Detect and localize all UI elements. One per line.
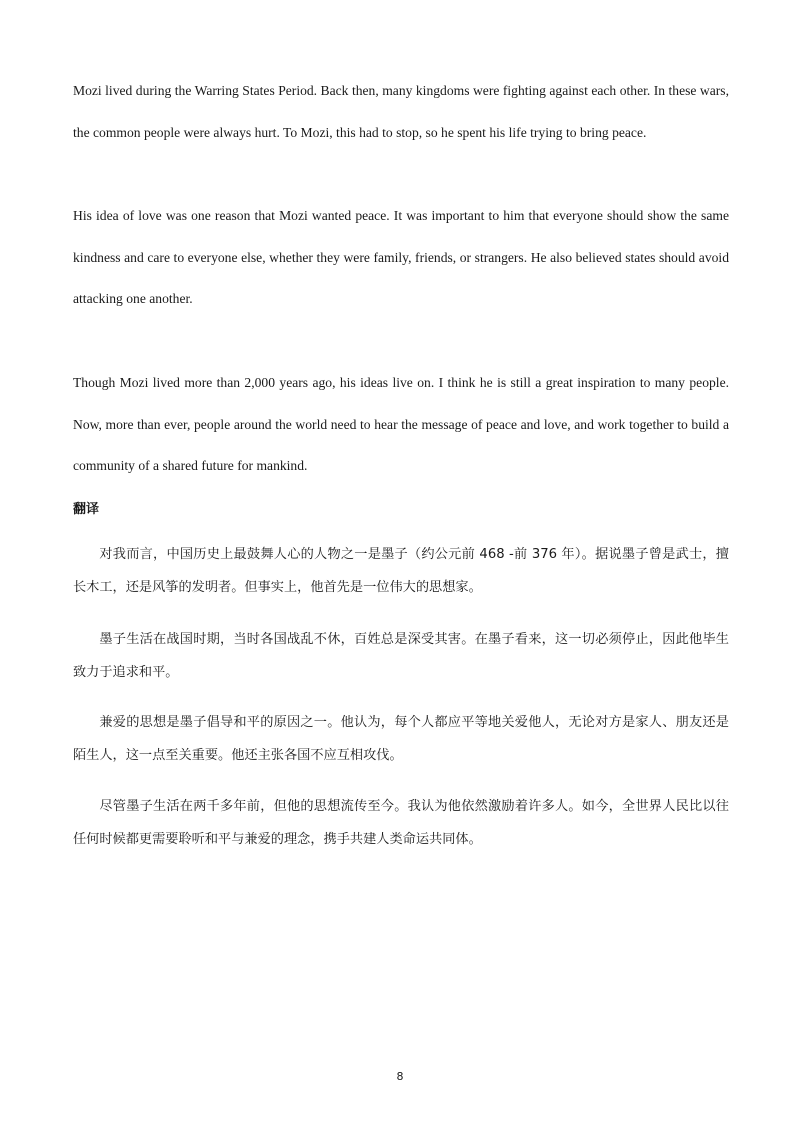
english-paragraph: Mozi lived during the Warring States Period. Back then, many kingdoms were fighting against each other. In these wars, the common people were always hurt. To Mozi, this had to stop, so he spent his life trying to bring peace. xyxy=(73,83,729,140)
chinese-paragraph: 尽管墨子生活在两千多年前，但他的思想流传至今。我认为他依然激励着许多人。如今，全世界人民比以往任何时候都更需要聆听和平与兼爱的理念，携手共建人类命运共同体。 xyxy=(73,799,729,847)
chinese-paragraph: 兼爱的思想是墨子倡导和平的原因之一。他认为，每个人都应平等地关爱他人，无论对方是家人、朋友还是陌生人，这一点至关重要。他还主张各国不应互相攻伐。 xyxy=(73,715,729,763)
english-paragraph: His idea of love was one reason that Mozi wanted peace. It was important to him that everyone should show the same kindness and care to everyone else, whether they were family, friends, or strangers. He also believed states should avoid attacking one another. xyxy=(73,208,729,306)
page-number: 8 xyxy=(396,1070,404,1083)
english-paragraph: Though Mozi lived more than 2,000 years ago, his ideas live on. I think he is still a great inspiration to many people. Now, more than ever, people around the world need to hear the message of peace and love, and work together to build a community of a shared future for mankind. xyxy=(73,375,729,473)
chinese-paragraph: 对我而言，中国历史上最鼓舞人心的人物之一是墨子（约公元前 468 -前 376 年）。据说墨子曾是武士，擅长木工，还是风筝的发明者。但事实上，他首先是一位伟大的思想家。 xyxy=(73,547,729,595)
translation-heading: 翻译 xyxy=(73,502,100,517)
chinese-paragraph: 墨子生活在战国时期，当时各国战乱不休，百姓总是深受其害。在墨子看来，这一切必须停止，因此他毕生致力于追求和平。 xyxy=(73,632,729,680)
